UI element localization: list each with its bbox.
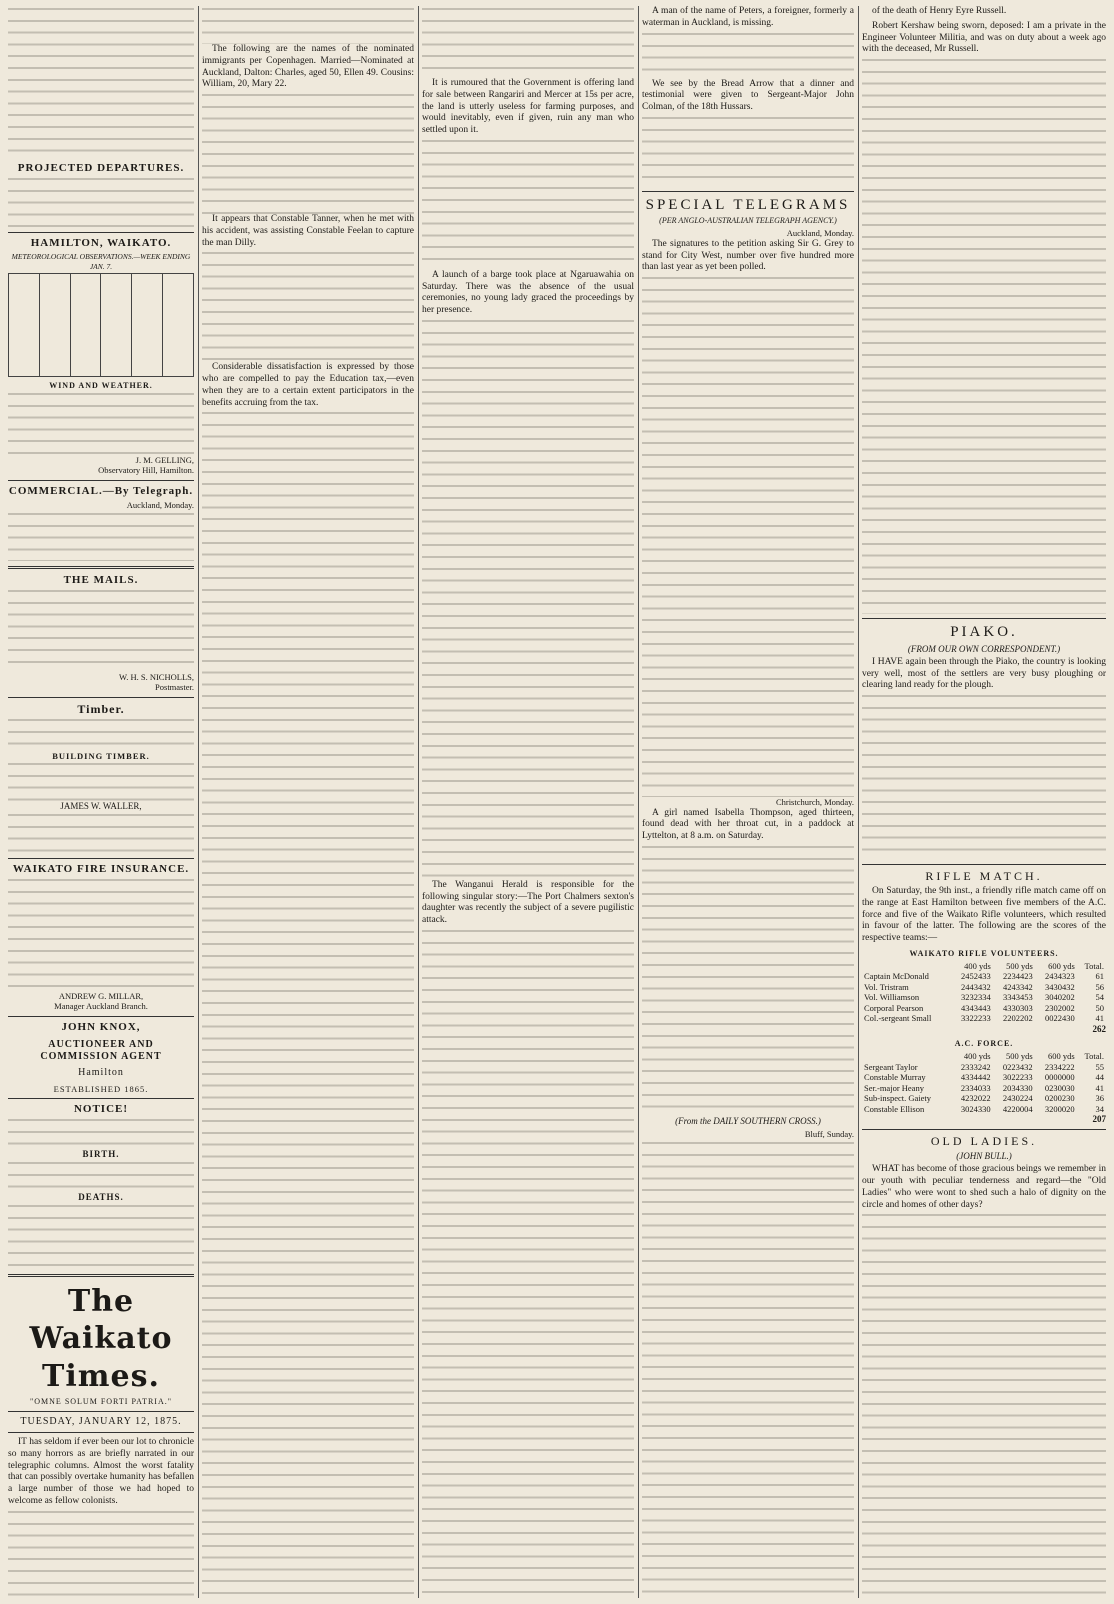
old-ladies-heading: OLD LADIES.: [930, 1134, 1038, 1149]
team2-heading: A.C. FORCE.: [954, 1039, 1014, 1049]
land-sale-text: [422, 140, 634, 270]
shooter-name: Sub-inspect. Gaiety: [864, 1093, 932, 1104]
notice-text: [8, 1119, 194, 1145]
timber-heading: Timber.: [77, 701, 125, 716]
score-cell: 4343443: [961, 1002, 991, 1013]
piako-paragraph: I HAVE again been through the Piako, the country is looking very well, most of the settlers are very busy ploughing or clearing land ready for the plough.: [862, 656, 1106, 691]
shooter-name: Vol. Tristram: [864, 981, 909, 992]
shipping-arrivals-text: [8, 8, 194, 158]
team2-total: 207: [1092, 1114, 1106, 1125]
old-ladies-subheading: (JOHN BULL.): [956, 1151, 1012, 1162]
piako-subheading: (FROM OUR OWN CORRESPONDENT.): [907, 643, 1061, 654]
shooter-name: Col.-sergeant Small: [864, 1013, 932, 1024]
score-cell: 4243342: [1003, 981, 1033, 992]
score-row: [862, 1013, 1106, 1024]
score-row: [862, 1083, 1106, 1094]
fire-insurance-text: [8, 879, 194, 991]
score-row: [862, 1104, 1106, 1115]
score-header-cell: 400 yds: [964, 960, 991, 971]
score-row: [862, 1003, 1106, 1014]
commercial-text: [8, 513, 194, 561]
wind-text: [8, 393, 194, 455]
score-cell: 4330303: [1003, 1002, 1033, 1013]
mails-heading: THE MAILS.: [63, 573, 139, 586]
commercial-heading: COMMERCIAL.—By Telegraph.: [8, 484, 194, 497]
mails-text: [8, 590, 194, 672]
immigrants-text: [202, 94, 414, 214]
waikato-rifle-scores: [862, 961, 1106, 1024]
score-header-cell: 500 yds: [1006, 960, 1033, 971]
score-cell: 34: [1095, 1103, 1104, 1114]
ac-force-scores: [862, 1051, 1106, 1114]
editorial-text: [8, 1511, 194, 1598]
score-cell: 4334442: [960, 1072, 991, 1083]
hamilton-heading: HAMILTON, WAIKATO.: [30, 236, 172, 249]
col4-text: [642, 1142, 854, 1598]
land-sale-paragraph: It is rumoured that the Government is offering land for sale between Rangariri and Mercer at 15s per acre, the land is utterly useless for farming purposes, and would inevitably, even if given, ruin any man who settled upon it.: [422, 78, 634, 136]
timber-address-text: [8, 814, 194, 854]
score-cell: 50: [1095, 1002, 1104, 1013]
mails-signed: W. H. S. NICHOLLS, Postmaster.: [118, 671, 194, 693]
barge-launch-paragraph: A launch of a barge took place at Ngaruawahia on Saturday. There was the absence of the usual ceremonies, no young lady graced the proceedings by her presence.: [422, 269, 634, 316]
piako-text: [862, 695, 1106, 860]
shooter-name: Constable Ellison: [864, 1103, 925, 1114]
birth-heading: BIRTH.: [82, 1148, 120, 1159]
score-cell: 3022233: [1002, 1072, 1033, 1083]
knox-est: ESTABLISHED 1865.: [53, 1083, 149, 1094]
score-cell: 2334222: [1044, 1061, 1075, 1072]
special-telegrams-heading: SPECIAL TELEGRAMS: [645, 196, 851, 213]
score-header-cell: 600 yds: [1048, 960, 1075, 971]
editorial-opening: IT has seldom if ever been our lot to chronicle so many horrors as are briefly narrated in our telegraphic columns. Almost the worst fatality that can possibly overtake humanity has befallen a large number of those we had hoped to welcome as fellow colonists.: [8, 1437, 194, 1506]
score-cell: 3343453: [1003, 992, 1033, 1003]
score-cell: 2452433: [961, 971, 991, 982]
score-cell: 2443432: [961, 981, 991, 992]
rifle-match-paragraph: On Saturday, the 9th inst., a friendly rifle match came off on the range at East Hamilton between five members of the A.C. force and five of the Waikato Rifle volunteers, which resulted in favour of the latter. The following are the scores of the respective teams:—: [862, 885, 1106, 944]
score-header-cell: 600 yds: [1047, 1050, 1075, 1061]
score-cell: 41: [1095, 1013, 1104, 1024]
christchurch-text: [642, 846, 854, 1116]
wanganui-paragraph: The Wanganui Herald is responsible for the following singular story:—The Port Chalmers sexton's daughter was recently the subject of a severe pugilistic attack.: [422, 879, 634, 926]
deaths-heading: DEATHS.: [78, 1192, 124, 1203]
score-cell: 2430224: [1002, 1093, 1033, 1104]
score-row: [862, 971, 1106, 982]
notice-heading: NOTICE!: [73, 1103, 129, 1116]
special-telegrams-agency: (PER ANGLO-AUSTRALIAN TELEGRAPH AGENCY.): [659, 216, 837, 226]
score-cell: 3232334: [961, 992, 991, 1003]
score-cell: 55: [1095, 1061, 1104, 1072]
score-row: [862, 1062, 1106, 1073]
education-tax-paragraph: Considerable dissatisfaction is expressed by those who are compelled to pay the Education tax,—even when they are to a certain extent participators in the benefits accruing from the tax.: [202, 362, 414, 408]
deaths-text: [8, 1205, 194, 1269]
score-cell: 0000000: [1044, 1072, 1075, 1083]
special-place: Auckland, Monday.: [786, 228, 854, 239]
timber-signed: JAMES W. WALLER,: [60, 801, 142, 812]
column-3: [422, 6, 634, 1598]
score-cell: 2434323: [1045, 971, 1075, 982]
score-header-cell: 500 yds: [1005, 1050, 1033, 1061]
wind-heading: WIND AND WEATHER.: [49, 380, 153, 390]
christchurch-place: Christchurch, Monday.: [775, 797, 854, 808]
team1-total: 262: [1092, 1023, 1106, 1034]
constable-paragraph: It appears that Constable Tanner, when he met with his accident, was assisting Constable Feelan to capture the man Dilly.: [202, 214, 414, 248]
fire-signed: ANDREW G. MILLAR, Manager Auckland Branch.: [54, 990, 148, 1012]
col2-continued-text: [202, 8, 414, 44]
score-header-cell: 400 yds: [963, 1050, 991, 1061]
column-5: [862, 6, 1106, 1598]
telegram-text: [642, 277, 854, 797]
met-table: [8, 273, 194, 377]
score-cell: 2034330: [1002, 1082, 1033, 1093]
score-cell: 3040202: [1045, 992, 1075, 1003]
column-1: [8, 6, 194, 1598]
inquest-text: [862, 59, 1106, 614]
score-cell: 0223432: [1002, 1061, 1033, 1072]
team1-heading: WAIKATO RIFLE VOLUNTEERS.: [909, 948, 1059, 958]
met-subheading: METEOROLOGICAL OBSERVATIONS.—WEEK ENDING JAN. 7.: [11, 252, 191, 271]
score-cell: 2333242: [960, 1061, 991, 1072]
score-cell: 61: [1095, 971, 1104, 982]
score-cell: 3024330: [960, 1103, 991, 1114]
bluff-place: Bluff, Sunday.: [804, 1129, 854, 1140]
score-cell: 36: [1095, 1093, 1104, 1104]
missing-man-text: [642, 33, 854, 79]
southern-cross-heading: (From the DAILY SOUTHERN CROSS.): [675, 1115, 821, 1126]
score-header-cell: Total.: [1084, 960, 1104, 971]
shooter-name: Ser.-major Heany: [864, 1082, 924, 1093]
score-cell: 2302002: [1045, 1002, 1075, 1013]
inquest-paragraph: of the death of Henry Eyre Russell.: [872, 6, 1007, 16]
score-cell: 2234423: [1003, 971, 1033, 982]
barge-launch-text: [422, 320, 634, 880]
score-cell: 3200020: [1044, 1103, 1075, 1114]
shooter-name: Sergeant Taylor: [864, 1061, 918, 1072]
piako-heading: PIAKO.: [950, 624, 1018, 641]
column-4: [642, 6, 854, 1598]
shooter-name: Captain McDonald: [864, 971, 929, 982]
score-cell: 4232022: [960, 1093, 991, 1104]
rifle-match-heading: RIFLE MATCH.: [925, 869, 1043, 884]
score-cell: 41: [1095, 1082, 1104, 1093]
masthead-motto: "OMNE SOLUM FORTI PATRIA.": [30, 1396, 172, 1406]
score-header-cell: [862, 1051, 951, 1062]
col2-text: [202, 412, 414, 1598]
kershaw-paragraph: Robert Kershaw being sworn, deposed: I am a private in the Engineer Volunteer Militia, and was on duty about a week ago with the deceased, Mr Russell.: [862, 20, 1106, 55]
score-row: [862, 992, 1106, 1003]
knox-line: AUCTIONEER AND COMMISSION AGENT: [40, 1038, 162, 1062]
dinner-paragraph: We see by the Bread Arrow that a dinner and testimonial were given to Sergeant-Major John Colman, of the 18th Hussars.: [642, 78, 854, 113]
score-cell: 0022430: [1045, 1013, 1075, 1024]
score-row: [862, 982, 1106, 993]
birth-text: [8, 1162, 194, 1188]
building-timber-text: [8, 763, 194, 801]
score-row: [862, 1072, 1106, 1083]
old-ladies-text: [862, 1214, 1106, 1598]
knox-place: Hamilton: [78, 1067, 124, 1079]
score-cell: 0230030: [1044, 1082, 1075, 1093]
departures-text: [8, 178, 194, 228]
shooter-name: Constable Murray: [864, 1072, 926, 1083]
score-cell: 54: [1095, 992, 1104, 1003]
knox-name: JOHN KNOX,: [61, 1020, 141, 1033]
score-cell: 3322233: [961, 1013, 991, 1024]
score-cell: 2202202: [1003, 1013, 1033, 1024]
shooter-name: Corporal Pearson: [864, 1002, 924, 1013]
score-cell: 3430432: [1045, 981, 1075, 992]
score-row: [862, 1093, 1106, 1104]
score-header-cell: Total.: [1084, 1050, 1104, 1061]
immigrants-paragraph: The following are the names of the nominated immigrants per Copenhagen. Married—Nominated at Auckland, Dalton: Charles, aged 50, Ellen 49. Cousins: William, 20, Mary 22.: [202, 44, 414, 90]
score-cell: 56: [1095, 981, 1104, 992]
constable-text: [202, 252, 414, 362]
petition-paragraph: The signatures to the petition asking Sir G. Grey to stand for City West, number over five hundred more than last year as yet been polled.: [642, 238, 854, 273]
commercial-place: Auckland, Monday.: [126, 500, 194, 511]
score-cell: 44: [1095, 1072, 1104, 1083]
building-timber-heading: BUILDING TIMBER.: [52, 750, 150, 761]
masthead-title: The Waikato Times.: [29, 1284, 173, 1394]
dinner-text: [642, 117, 854, 187]
missing-man-paragraph: A man of the name of Peters, a foreigner, formerly a waterman in Auckland, is missing.: [642, 6, 854, 28]
timber-text: [8, 719, 194, 747]
projected-departures-heading: PROJECTED DEPARTURES.: [17, 162, 185, 174]
met-signed: J. M. GELLING, Observatory Hill, Hamilton.: [98, 454, 194, 476]
shooter-name: Vol. Williamson: [864, 992, 920, 1003]
score-cell: 2334033: [960, 1082, 991, 1093]
col3-continued-text: [422, 8, 634, 78]
score-cell: 0200230: [1044, 1093, 1075, 1104]
fire-insurance-heading: WAIKATO FIRE INSURANCE.: [12, 863, 190, 876]
old-ladies-paragraph: WHAT has become of those gracious beings we remember in our youth with peculiar tenderness and regard—the "Old Ladies" who were wont to shed such a halo of dignity on the circle and homes of other days?: [862, 1164, 1106, 1210]
col3-text: [422, 930, 634, 1598]
score-header-cell: [862, 961, 951, 972]
column-2: [202, 6, 414, 1598]
masthead-date: TUESDAY, JANUARY 12, 1875.: [20, 1415, 182, 1427]
score-cell: 4220004: [1002, 1103, 1033, 1114]
christchurch-paragraph: A girl named Isabella Thompson, aged thirteen, found dead with her throat cut, in a paddock at Lyttelton, at 8 a.m. on Saturday.: [642, 807, 854, 842]
